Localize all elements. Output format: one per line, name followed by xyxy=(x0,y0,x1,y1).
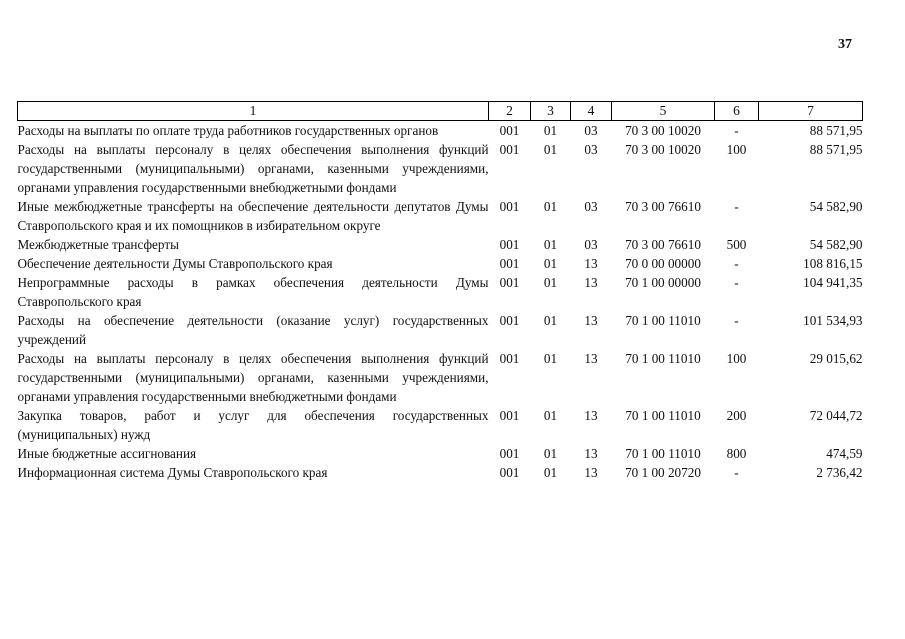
row-subsection: 03 xyxy=(584,123,598,138)
row-amount: 29 015,62 xyxy=(809,351,863,366)
row-subsection: 13 xyxy=(584,351,598,366)
table-row xyxy=(18,197,863,235)
row-code: 001 xyxy=(499,446,520,461)
row-subsection: 13 xyxy=(584,256,598,271)
row-subsection: 13 xyxy=(584,446,598,461)
column-header-7: 7 xyxy=(759,102,863,121)
row-subsection: 03 xyxy=(584,199,598,214)
row-subsection: 13 xyxy=(584,408,598,423)
row-section: 01 xyxy=(543,142,558,157)
row-code: 001 xyxy=(499,275,520,290)
row-expense-type: - xyxy=(734,313,739,328)
row-section: 01 xyxy=(543,256,558,271)
row-amount: 104 941,35 xyxy=(803,275,863,290)
table-row xyxy=(18,311,863,349)
column-header-3: 3 xyxy=(531,102,571,121)
row-section: 01 xyxy=(543,199,558,214)
row-code: 001 xyxy=(499,465,520,480)
table-header xyxy=(18,102,863,121)
row-expense-type: 800 xyxy=(726,446,747,461)
row-article: 70 3 00 76610 xyxy=(625,199,701,214)
row-article: 70 1 00 20720 xyxy=(625,465,701,480)
row-description: Информационная система Думы Ставропольского края xyxy=(17,465,328,480)
table-row xyxy=(18,273,863,311)
row-section: 01 xyxy=(543,275,558,290)
row-description: Иные бюджетные ассигнования xyxy=(17,446,197,461)
table-row xyxy=(18,121,863,141)
row-section: 01 xyxy=(543,313,558,328)
table-row xyxy=(18,235,863,254)
row-amount: 101 534,93 xyxy=(803,313,863,328)
row-amount: 88 571,95 xyxy=(809,142,863,157)
row-subsection: 13 xyxy=(584,465,598,480)
table-row xyxy=(18,444,863,463)
row-description: Иные межбюджетные трансферты на обеспечение деятельности депутатов Думы Ставропольского края и их помощников в избирательном округе xyxy=(17,199,489,233)
row-article: 70 1 00 11010 xyxy=(625,313,701,328)
row-article: 70 3 00 10020 xyxy=(625,142,701,157)
row-amount: 72 044,72 xyxy=(809,408,863,423)
row-amount: 108 816,15 xyxy=(803,256,863,271)
row-amount: 474,59 xyxy=(826,446,863,461)
row-expense-type: - xyxy=(734,199,739,214)
column-header-5: 5 xyxy=(612,102,715,121)
row-description: Расходы на обеспечение деятельности (оказание услуг) государственных учреждений xyxy=(17,313,489,347)
table-row xyxy=(18,140,863,197)
row-amount: 2 736,42 xyxy=(816,465,863,480)
row-code: 001 xyxy=(499,313,520,328)
table-row xyxy=(18,254,863,273)
row-amount: 54 582,90 xyxy=(809,199,863,214)
row-amount: 88 571,95 xyxy=(809,123,863,138)
row-article: 70 1 00 11010 xyxy=(625,408,701,423)
row-description: Межбюджетные трансферты xyxy=(17,237,179,252)
row-code: 001 xyxy=(499,408,520,423)
row-article: 70 1 00 00000 xyxy=(625,275,701,290)
row-description: Непрограммные расходы в рамках обеспечения деятельности Думы Ставропольского края xyxy=(17,275,489,309)
row-expense-type: - xyxy=(734,465,739,480)
row-description: Расходы на выплаты персоналу в целях обеспечения выполнения функций государственными (муниципальными) органами, казенными учреждениями, органами управления государственными внебюджетными фондами xyxy=(17,142,489,195)
row-expense-type: 500 xyxy=(726,237,747,252)
row-section: 01 xyxy=(543,408,558,423)
row-article: 70 1 00 11010 xyxy=(625,446,701,461)
row-code: 001 xyxy=(499,237,520,252)
row-code: 001 xyxy=(499,351,520,366)
column-header-2: 2 xyxy=(489,102,531,121)
row-code: 001 xyxy=(499,142,520,157)
row-expense-type: - xyxy=(734,123,739,138)
row-description: Закупка товаров, работ и услуг для обеспечения государственных (муниципальных) нужд xyxy=(17,408,489,442)
row-description: Расходы на выплаты по оплате труда работников государственных органов xyxy=(17,123,439,138)
row-code: 001 xyxy=(499,199,520,214)
row-subsection: 03 xyxy=(584,237,598,252)
page-number: 37 xyxy=(838,37,852,52)
column-header-6: 6 xyxy=(715,102,759,121)
header-row xyxy=(18,102,863,121)
row-expense-type: 200 xyxy=(726,408,747,423)
row-code: 001 xyxy=(499,123,520,138)
row-subsection: 03 xyxy=(584,142,598,157)
row-description: Расходы на выплаты персоналу в целях обеспечения выполнения функций государственными (муниципальными) органами, казенными учреждениями, органами управления государственными внебюджетными фондами xyxy=(17,351,489,404)
row-subsection: 13 xyxy=(584,313,598,328)
row-subsection: 13 xyxy=(584,275,598,290)
row-section: 01 xyxy=(543,237,558,252)
row-article: 70 3 00 76610 xyxy=(625,237,701,252)
row-code: 001 xyxy=(499,256,520,271)
table-row xyxy=(18,349,863,406)
row-section: 01 xyxy=(543,465,558,480)
table-row xyxy=(18,406,863,444)
column-header-4: 4 xyxy=(571,102,612,121)
column-header-1: 1 xyxy=(18,102,489,121)
row-expense-type: 100 xyxy=(726,351,747,366)
row-article: 70 3 00 10020 xyxy=(625,123,701,138)
row-section: 01 xyxy=(543,123,558,138)
row-expense-type: - xyxy=(734,275,739,290)
table-body xyxy=(18,121,863,483)
row-amount: 54 582,90 xyxy=(809,237,863,252)
row-section: 01 xyxy=(543,351,558,366)
budget-table xyxy=(17,101,863,482)
row-expense-type: 100 xyxy=(726,142,747,157)
row-expense-type: - xyxy=(734,256,739,271)
row-article: 70 0 00 00000 xyxy=(625,256,701,271)
row-description: Обеспечение деятельности Думы Ставропольского края xyxy=(17,256,333,271)
row-section: 01 xyxy=(543,446,558,461)
table-row xyxy=(18,463,863,482)
row-article: 70 1 00 11010 xyxy=(625,351,701,366)
